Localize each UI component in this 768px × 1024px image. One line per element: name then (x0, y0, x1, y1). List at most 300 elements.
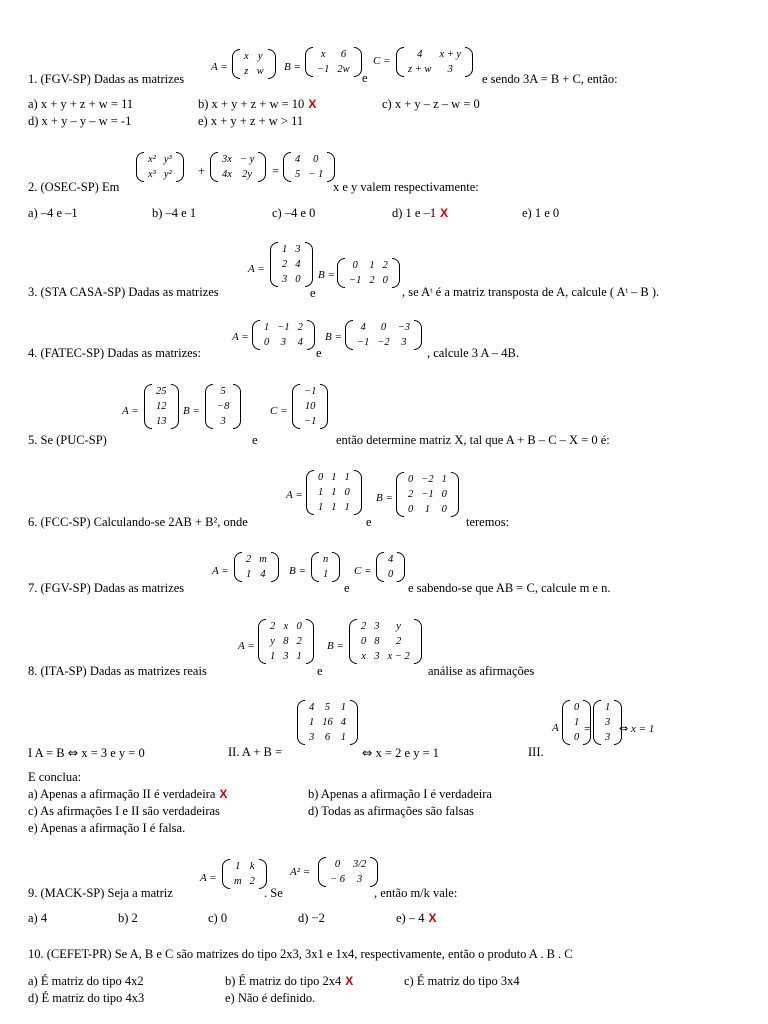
q1-matrix-a-label: A = (211, 61, 228, 73)
q3-question: 3. (STA CASA-SP) Dadas as matrizes (28, 285, 219, 299)
q3-matrix-b (337, 258, 400, 288)
q8-matrix-b-label: B = (327, 640, 344, 652)
matrix-bracket-right (465, 47, 473, 77)
q2-question: 2. (OSEC-SP) Em (28, 180, 120, 194)
matrix-cell: y³ (163, 154, 172, 165)
matrix-cell: 1 (331, 472, 337, 483)
matrix-cell: 2 (369, 275, 375, 286)
q3-tail: , se Aᵗ é a matriz transposta de A, calcule ( Aᵗ – B ). (402, 285, 660, 299)
matrix-cell: y² (163, 169, 172, 180)
q4-tail: , calcule 3 A – 4B. (427, 346, 519, 360)
matrix-grid (230, 859, 259, 889)
matrix-grid (601, 700, 614, 745)
matrix-cell: −1 (304, 416, 317, 427)
matrix-bracket-left (311, 552, 319, 582)
q7-matrix-b (311, 552, 340, 582)
q8-matrix-a-label: A = (238, 640, 255, 652)
q7-matrix-c-label: C = (354, 565, 372, 577)
matrix-cell: 3x (222, 154, 232, 165)
matrix-grid (326, 857, 370, 887)
matrix-cell: −8 (217, 401, 230, 412)
q7-e: e (344, 581, 350, 595)
matrix-bracket-right (354, 47, 362, 77)
matrix-bracket-left (252, 320, 260, 350)
matrix-cell: x − 2 (387, 651, 410, 662)
q4-matrix-a (252, 320, 315, 350)
q2-tail: x e y valem respectivamente: (333, 180, 479, 194)
matrix-cell: −1 (317, 64, 330, 75)
matrix-cell: 0 (295, 274, 301, 285)
q10-question: 10. (CEFET-PR) Se A, B e C são matrizes do tipo 2x3, 3x1 e 1x4, respectivamente, então o produto A . B . C (28, 947, 573, 961)
matrix-bracket-right (305, 242, 313, 287)
matrix-cell: 4 (340, 717, 346, 728)
q8-matrix-a (258, 619, 314, 664)
matrix-bracket-left (593, 700, 601, 745)
q2-equals: = (272, 164, 280, 178)
matrix-cell: 4 (295, 259, 301, 270)
matrix-grid (353, 320, 414, 350)
matrix-cell: x³ (148, 169, 156, 180)
q5-question: 5. Se (PUC-SP) (28, 433, 107, 447)
matrix-cell: 0 (296, 621, 302, 632)
matrix-grid (260, 320, 307, 350)
q5-tail: então determine matriz X, tal que A + B – C – X = 0 é: (336, 433, 610, 447)
matrix-cell: 0 (441, 489, 447, 500)
q2-option-a: a) –4 e –1 (28, 206, 78, 220)
q8-item-ii-label: II. A + B = (228, 745, 283, 759)
matrix-bracket-right (258, 152, 266, 182)
matrix-bracket-right (271, 552, 279, 582)
q6-question: 6. (FCC-SP) Calculando-se 2AB + B², onde (28, 515, 248, 529)
matrix-bracket-right (307, 320, 315, 350)
matrix-bracket-left (270, 242, 278, 287)
matrix-grid (404, 472, 451, 517)
q7-matrix-b-label: B = (289, 565, 306, 577)
answer-mark: X (345, 974, 354, 988)
q3-matrix-a (270, 242, 313, 287)
matrix-grid (213, 384, 233, 429)
matrix-cell: 5 (324, 702, 331, 713)
q2-option-b: b) –4 e 1 (152, 206, 197, 220)
matrix-grid (313, 47, 354, 77)
matrix-cell: 1 (318, 502, 324, 513)
q8-option-a: a) Apenas a afirmação II é verdadeira X (28, 787, 228, 801)
matrix-bracket-left (306, 470, 314, 515)
q9-matrix-a (222, 859, 267, 889)
matrix-bracket-right (414, 320, 422, 350)
matrix-grid (144, 152, 176, 182)
matrix-bracket-left (234, 552, 242, 582)
q1-matrix-c-label: C = (373, 55, 391, 67)
matrix-cell: 0 (574, 732, 580, 743)
q1-option-d: d) x + y – y – w = -1 (28, 114, 132, 128)
matrix-cell: 2 (282, 259, 288, 270)
q5-matrix-b-label: B = (183, 405, 200, 417)
matrix-cell: 16 (322, 717, 333, 728)
q6-matrix-b-label: B = (376, 492, 393, 504)
matrix-bracket-right (397, 552, 405, 582)
matrix-cell: −1 (277, 322, 290, 333)
matrix-cell: 1 (323, 569, 329, 580)
matrix-grid (291, 152, 327, 182)
q4-e: e (316, 346, 322, 360)
q8-item-iii-result: ⇔ x = 1 (619, 722, 655, 735)
q6-matrix-b (396, 472, 459, 517)
q10-option-e: e) Não é definido. (225, 991, 316, 1005)
q9-option-a: a) 4 (28, 911, 48, 925)
q2-matrix-3 (283, 152, 335, 182)
matrix-cell: 2 (361, 621, 367, 632)
q9-mid: . Se (264, 886, 283, 900)
matrix-cell: m (234, 876, 242, 887)
matrix-cell: 1 (282, 244, 288, 255)
matrix-cell: 2w (337, 64, 350, 75)
matrix-cell: m (259, 554, 267, 565)
matrix-bracket-right (171, 384, 179, 429)
q7-matrix-c (376, 552, 405, 582)
matrix-cell: 1 (264, 322, 270, 333)
q9-option-d: d) −2 (298, 911, 325, 925)
matrix-cell: −3 (397, 322, 411, 333)
matrix-cell: 25 (156, 386, 167, 397)
matrix-grid (345, 258, 392, 288)
q9-matrix-a-label: A = (200, 872, 217, 884)
matrix-cell: 8 (283, 636, 289, 647)
matrix-bracket-left (318, 857, 326, 887)
matrix-cell: 1 (340, 732, 346, 743)
q6-matrix-a-label: A = (286, 489, 303, 501)
q1-matrix-a (232, 49, 276, 79)
answer-mark: X (440, 206, 449, 220)
matrix-bracket-right (320, 384, 328, 429)
matrix-grid (152, 384, 171, 429)
matrix-bracket-left (292, 384, 300, 429)
matrix-grid (570, 700, 583, 745)
matrix-bracket-left (210, 152, 218, 182)
answer-mark: X (428, 911, 437, 925)
matrix-cell: 12 (156, 401, 167, 412)
matrix-cell: w (256, 66, 264, 77)
q8-item-iii-equals: = (584, 722, 592, 736)
q1-option-c: c) x + y – z – w = 0 (382, 97, 480, 111)
matrix-cell: 1 (309, 717, 315, 728)
matrix-bracket-right (332, 552, 340, 582)
matrix-cell: 8 (374, 636, 380, 647)
q1-e: e (362, 71, 368, 85)
matrix-cell: 5 (295, 169, 301, 180)
matrix-cell: 2 (296, 636, 302, 647)
q8-option-d: d) Todas as afirmações são falsas (308, 804, 474, 818)
q8-option-b: b) Apenas a afirmação I é verdadeira (308, 787, 492, 801)
q7-matrix-a-label: A = (212, 565, 229, 577)
q1-question: 1. (FGV-SP) Dadas as matrizes (28, 72, 185, 86)
q5-e: e (252, 433, 258, 447)
matrix-grid (384, 552, 397, 582)
matrix-cell: −1 (421, 489, 434, 500)
matrix-bracket-left (337, 258, 345, 288)
matrix-cell: −1 (304, 386, 317, 397)
q9-matrix-a2 (318, 857, 378, 887)
matrix-cell: 3 (605, 732, 611, 743)
matrix-grid (319, 552, 332, 582)
q1-option-a: a) x + y + z + w = 11 (28, 97, 134, 111)
q10-option-a: a) É matriz do tipo 4x2 (28, 974, 144, 988)
matrix-cell: 2 (396, 636, 402, 647)
matrix-grid (242, 552, 271, 582)
q4-matrix-a-label: A = (232, 331, 249, 343)
matrix-cell: 4 (360, 322, 366, 333)
matrix-cell: 6 (324, 732, 331, 743)
matrix-cell: 0 (382, 275, 388, 286)
matrix-grid (300, 384, 320, 429)
matrix-bracket-left (232, 49, 240, 79)
matrix-cell: 4 (260, 569, 266, 580)
matrix-grid (218, 152, 258, 182)
q3-matrix-b-label: B = (318, 269, 335, 281)
q1-matrix-b (305, 47, 362, 77)
q1-option-b: b) x + y + z + w = 10 X (198, 97, 317, 111)
matrix-bracket-right (259, 859, 267, 889)
q8-matrix-b (349, 619, 422, 664)
matrix-cell: 2 (297, 322, 303, 333)
matrix-cell: 4 (295, 154, 301, 165)
q4-matrix-b (345, 320, 422, 350)
matrix-cell: 1 (331, 502, 337, 513)
matrix-bracket-right (233, 384, 241, 429)
matrix-cell: 2 (270, 621, 276, 632)
matrix-cell: k (249, 861, 255, 872)
q1-matrix-b-label: B = (284, 61, 301, 73)
q8-item-ii-result: ⇔ x = 2 e y = 1 (362, 745, 440, 760)
q8-item-iii-label: III. (528, 745, 544, 759)
q4-matrix-b-label: B = (325, 331, 342, 343)
matrix-cell: z + w (408, 64, 432, 75)
matrix-cell: 0 (264, 337, 270, 348)
q9-option-e: e) – 4 X (396, 911, 437, 925)
q10-option-c: c) É matriz do tipo 3x4 (404, 974, 520, 988)
matrix-cell: x (361, 651, 366, 662)
q6-matrix-a (306, 470, 362, 515)
matrix-grid (240, 49, 268, 79)
q7-tail: e sabendo-se que AB = C, calcule m e n. (408, 581, 611, 595)
matrix-cell: 1 (369, 260, 375, 271)
matrix-bracket-right (268, 49, 276, 79)
matrix-cell: 1 (340, 702, 346, 713)
q2-matrix-2 (210, 152, 266, 182)
q9-tail: , então m/k vale: (374, 886, 458, 900)
q9-matrix-a2-label: A² = (290, 866, 311, 878)
matrix-bracket-right (370, 857, 378, 887)
matrix-cell: − 1 (308, 169, 324, 180)
matrix-cell: 2 (382, 260, 388, 271)
matrix-cell: 1 (331, 487, 337, 498)
q5-matrix-a-label: A = (122, 405, 139, 417)
matrix-cell: 3 (220, 416, 226, 427)
matrix-bracket-left (205, 384, 213, 429)
matrix-cell: 0 (441, 504, 447, 515)
q2-option-e: e) 1 e 0 (522, 206, 560, 220)
matrix-bracket-left (562, 700, 570, 745)
matrix-cell: 0 (334, 859, 341, 870)
matrix-cell: x (283, 621, 289, 632)
matrix-cell: 1 (441, 474, 447, 485)
matrix-cell: 13 (156, 416, 167, 427)
matrix-cell: 0 (408, 474, 414, 485)
matrix-cell: z (244, 66, 249, 77)
q8-conclua: E conclua: (28, 770, 82, 784)
matrix-cell: − y (239, 154, 255, 165)
q8-option-c: c) As afirmações I e II são verdadeiras (28, 804, 220, 818)
matrix-cell: 0 (352, 260, 358, 271)
matrix-cell: 3 (374, 651, 380, 662)
matrix-bracket-right (414, 619, 422, 664)
q10-option-b: b) É matriz do tipo 2x4 X (225, 974, 354, 988)
matrix-cell: −1 (349, 275, 362, 286)
matrix-cell: 3/2 (352, 859, 367, 870)
matrix-cell: 1 (318, 487, 324, 498)
matrix-cell: 1 (344, 472, 350, 483)
matrix-bracket-right (354, 470, 362, 515)
matrix-bracket-left (136, 152, 144, 182)
matrix-cell: n (323, 554, 329, 565)
q8-question: 8. (ITA-SP) Dadas as matrizes reais (28, 664, 207, 678)
matrix-cell: 3 (280, 337, 287, 348)
matrix-cell: 4 (297, 337, 303, 348)
matrix-bracket-left (144, 384, 152, 429)
matrix-cell: x + y (439, 49, 462, 60)
matrix-cell: − 6 (330, 874, 345, 885)
matrix-bracket-right (392, 258, 400, 288)
matrix-cell: 3 (374, 621, 380, 632)
q9-option-b: b) 2 (118, 911, 138, 925)
matrix-grid (266, 619, 306, 664)
q2-option-c: c) –4 e 0 (272, 206, 316, 220)
matrix-bracket-right (451, 472, 459, 517)
q7-question: 7. (FGV-SP) Dadas as matrizes (28, 581, 185, 595)
matrix-cell: 5 (220, 386, 226, 397)
matrix-bracket-right (306, 619, 314, 664)
matrix-bracket-left (305, 47, 313, 77)
matrix-cell: 3 (447, 64, 453, 75)
matrix-cell: 1 (270, 651, 276, 662)
matrix-bracket-right (327, 152, 335, 182)
matrix-cell: y (270, 636, 275, 647)
matrix-cell: 2y (242, 169, 253, 180)
matrix-cell: 2 (246, 554, 252, 565)
q1-matrix-c (396, 47, 473, 77)
q5-matrix-b (205, 384, 241, 429)
matrix-cell: −2 (421, 474, 434, 485)
matrix-bracket-left (297, 700, 305, 745)
matrix-grid (404, 47, 465, 77)
matrix-bracket-left (222, 859, 230, 889)
matrix-cell: 4x (222, 169, 232, 180)
matrix-cell: 3 (295, 244, 301, 255)
q2-plus: + (198, 164, 206, 178)
q5-matrix-c (292, 384, 328, 429)
matrix-cell: 1 (605, 702, 611, 713)
matrix-cell: 3 (282, 274, 288, 285)
q8-item-iii-a: A (552, 722, 559, 734)
q3-matrix-a-label: A = (248, 263, 265, 275)
matrix-cell: 0 (380, 322, 387, 333)
matrix-cell: 0 (388, 569, 394, 580)
matrix-grid (278, 242, 305, 287)
matrix-cell: x² (148, 154, 156, 165)
q2-matrix-1 (136, 152, 184, 182)
matrix-cell: 0 (408, 504, 414, 515)
matrix-cell: −1 (357, 337, 370, 348)
matrix-bracket-left (345, 320, 353, 350)
q1-tail: e sendo 3A = B + C, então: (482, 72, 618, 86)
q8-matrix-r (593, 700, 622, 745)
matrix-grid (305, 700, 350, 745)
matrix-cell: 1 (344, 502, 350, 513)
q7-matrix-a (234, 552, 279, 582)
q10-option-d: d) É matriz do tipo 4x3 (28, 991, 145, 1005)
matrix-cell: 3 (309, 732, 315, 743)
q8-e: e (317, 664, 323, 678)
matrix-cell: 1 (235, 861, 241, 872)
matrix-bracket-left (396, 472, 404, 517)
matrix-cell: y (257, 51, 263, 62)
matrix-cell: 1 (574, 717, 580, 728)
matrix-cell: 2 (249, 876, 255, 887)
matrix-cell: 4 (388, 554, 394, 565)
q6-tail: teremos: (466, 515, 510, 529)
q3-e: e (310, 286, 316, 300)
q8-option-e: e) Apenas a afirmação I é falsa. (28, 821, 186, 835)
matrix-cell: 0 (344, 487, 350, 498)
matrix-grid (357, 619, 414, 664)
matrix-grid (314, 470, 354, 515)
matrix-bracket-left (258, 619, 266, 664)
matrix-cell: 1 (424, 504, 431, 515)
matrix-bracket-left (396, 47, 404, 77)
matrix-bracket-right (350, 700, 358, 745)
q8-matrix-sum (297, 700, 358, 745)
q6-e: e (366, 515, 372, 529)
matrix-bracket-left (349, 619, 357, 664)
matrix-cell: 0 (318, 472, 324, 483)
matrix-cell: x (320, 49, 326, 60)
matrix-cell: 6 (340, 49, 347, 60)
answer-mark: X (308, 97, 317, 111)
matrix-cell: 3 (401, 337, 407, 348)
answer-mark: X (219, 787, 228, 801)
matrix-cell: 3 (357, 874, 363, 885)
matrix-cell: y (396, 621, 401, 632)
q4-question: 4. (FATEC-SP) Dadas as matrizes: (28, 346, 202, 360)
matrix-cell: x (244, 51, 249, 62)
q9-option-c: c) 0 (208, 911, 228, 925)
matrix-cell: 0 (313, 154, 319, 165)
matrix-cell: 1 (296, 651, 302, 662)
matrix-cell: 10 (304, 401, 316, 412)
matrix-cell: 0 (361, 636, 367, 647)
matrix-cell: 0 (574, 702, 580, 713)
matrix-cell: 3 (283, 651, 289, 662)
q2-option-d: d) 1 e –1 X (392, 206, 449, 220)
matrix-cell: 3 (605, 717, 611, 728)
matrix-cell: 1 (246, 569, 252, 580)
matrix-cell: 2 (408, 489, 414, 500)
q5-matrix-a (144, 384, 179, 429)
q5-matrix-c-label: C = (270, 405, 288, 417)
q9-question: 9. (MACK-SP) Seja a matriz (28, 886, 173, 900)
matrix-bracket-left (283, 152, 291, 182)
matrix-cell: 4 (309, 702, 315, 713)
